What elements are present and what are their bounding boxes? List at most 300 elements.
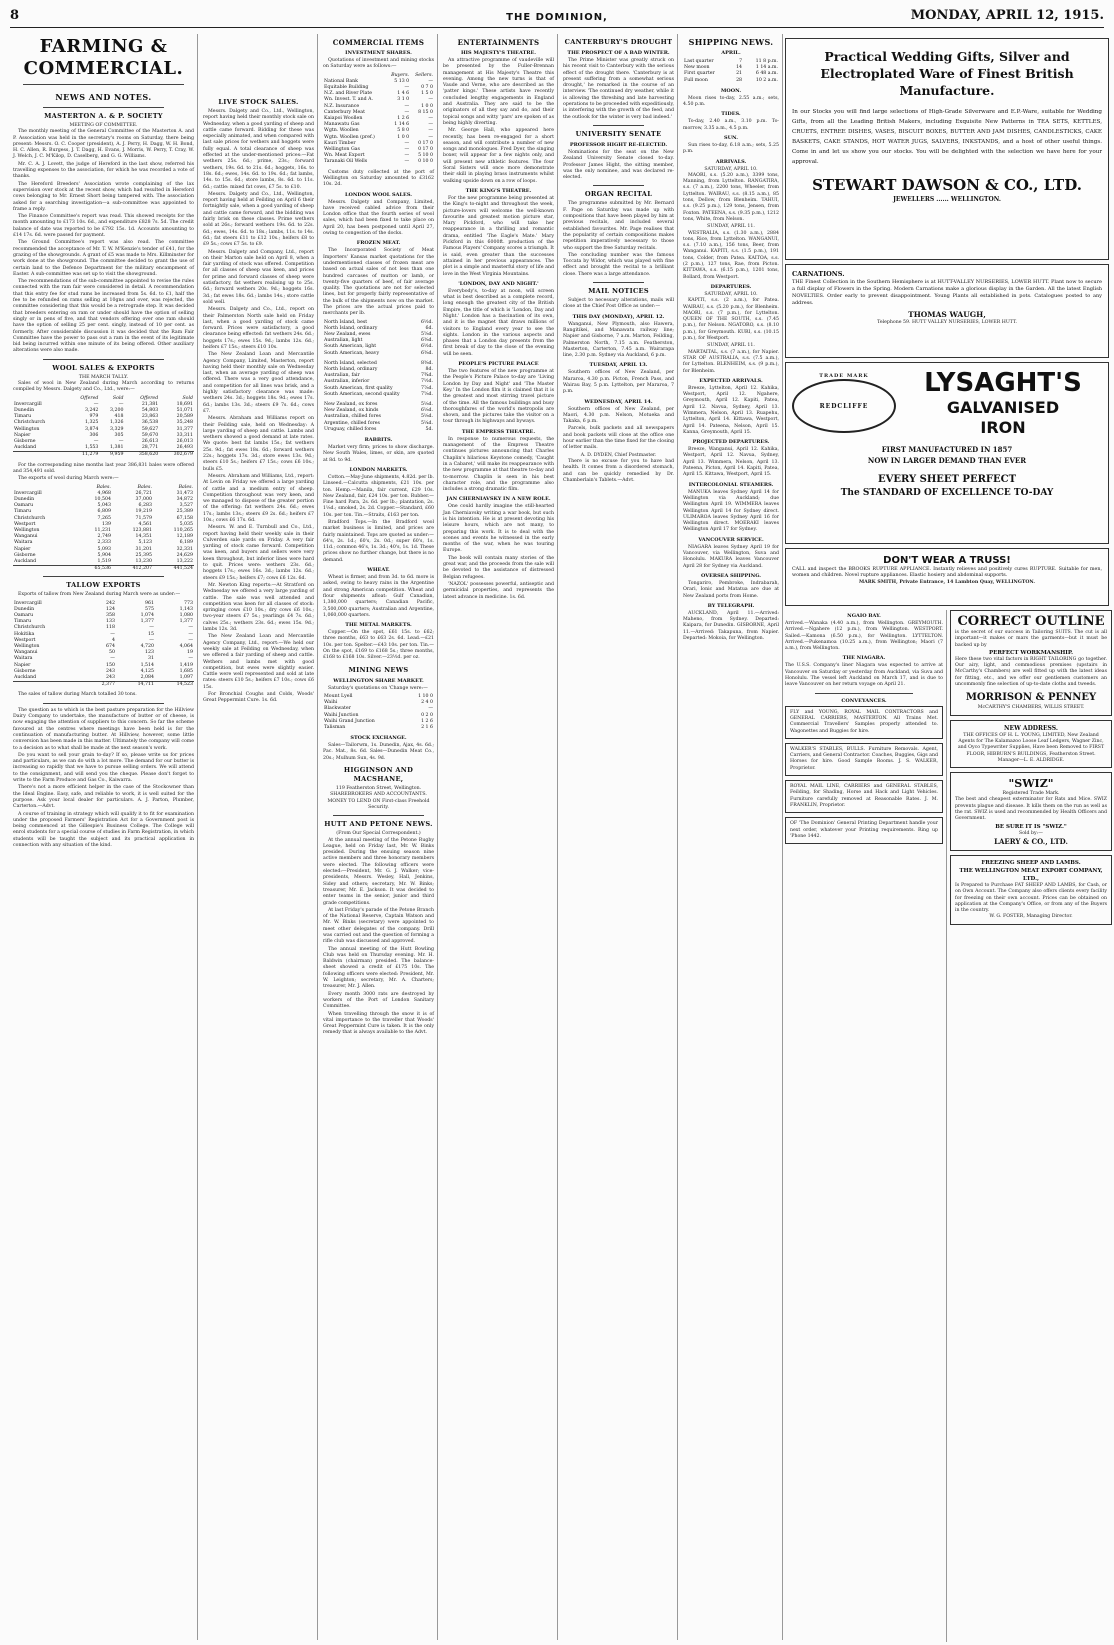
inv-heading: INVESTMENT SHARES.: [345, 50, 412, 56]
table-cell: North Island, selected: [324, 360, 377, 366]
table-cell: Invercargill: [14, 490, 42, 496]
article-paragraph: Messrs. Abraham and Williams report on their Feilding sale, held on Wednesday: A large yarding of sheep and cattle. Lambs and wethers showed a good demand at late rates. We quote: best fat lambs 15s.; fat wethers 25s. 9d.; fat ewes 18s. 6d.; forward wethers 22s.; hoggets 17s. 3d.; store ewes 13s. 9d.; steers £10 5s.; heifers £7 15s.; cows £6 10s.; bulls £5.: [203, 416, 314, 472]
table-row: [323, 725, 434, 731]
table-header: Buyers.: [391, 72, 410, 78]
advert-paragraph: Do you want to sell your grain to-day? If so, please write us for prices and particulars, as we can do with a lot more. The demand for our butter is increasing so rapidly that we have to pursue selling orders. We will attend to the consignment, and will send you the cheque. Please don't forget to write to the Farm Produce and Gas Co., Kaiwarra.: [13, 752, 194, 784]
date-line: SATURDAY, APRIL 10.: [704, 291, 758, 297]
table-cell: 5,043: [97, 503, 111, 509]
table-cell: 3,200: [110, 407, 124, 413]
empress-heading: THE EMPRESS THEATRE.: [461, 428, 536, 435]
tides-head: TIDES.: [721, 111, 741, 118]
society-heading: MASTERTON A. & P. SOCIETY: [44, 112, 163, 120]
peoples-heading: PEOPLE'S PICTURE PALACE: [458, 361, 539, 368]
table-cell: 7⅞d.: [420, 385, 433, 391]
table-cell: 11,231: [94, 527, 111, 533]
column-news: [560, 34, 678, 1640]
article-paragraph: The New Zealand Loan and Mercantile Agency Company, Limited, Masterton, report having held their monthly sale on Wednesday last, when an average yarding of sheep was offered. There was a very good attendance, and competition for all lines was brisk, and a highly satisfactory clearance was made: wethers 24s. 3d.; hoggets 18s. 9d.; ewes 17s. 6d.; lambs 13s. 3d.; steers £9 7s. 6d.; cows £7.: [203, 352, 314, 414]
table-cell: 6,809: [97, 509, 111, 515]
sun-head: SUN.: [724, 135, 738, 141]
table-cell: 2,084: [140, 675, 154, 681]
table-cell: North Island, ordinary: [324, 367, 378, 372]
table-cell: Auckland: [14, 445, 37, 451]
table-cell: 139: [101, 521, 111, 527]
article-paragraph: MANUKA leaves Sydney April 14 for Wellington via Auckland; due Wellington April 19. WIMMERA leaves Wellington April 14 for Sydney direct. ULIMAROA leaves Sydney April 16 for Wellington direct. MOERAKI leaves Wellington April 17 for Sydney.: [683, 489, 779, 533]
article-paragraph: Messrs. Dalgety and Co., Ltd., Wellington, report having held at Feilding on April 6 their fortnightly sale, when a good yarding of sheep and cattle came forward, and the bidding was fairly brisk on these classes. Prime wethers sold at 26s.; forward wethers 19s. 6d. to 22s. 6d.; ewes, 14s. 6d. to 18s.; lambs, 11s. to 14s. 6d.; fat steers £11 to £12 10s.; heifers £8 to £9 5s.; cows £7 5s. to £9.: [203, 191, 314, 248]
table-cell: 50: [109, 650, 115, 656]
table-cell: 1 14 6: [394, 122, 410, 128]
table-cell: 10 2 a.m.: [755, 77, 778, 83]
table-cell: 1 2 6: [421, 718, 433, 724]
table-cell: —: [118, 401, 124, 407]
table-cell: South American, heavy: [324, 350, 380, 356]
table-cell: 4,720: [140, 644, 154, 650]
table-cell: South American, light: [324, 344, 377, 350]
drought-sub: THE PROSPECT OF A BAD WINTER.: [567, 50, 670, 56]
table-cell: 1,080: [179, 613, 193, 619]
article-paragraph: Sun rises to-day, 6.18 a.m.; sets, 5.25 p.m.: [683, 143, 779, 155]
entertainments-heading: ENTERTAINMENTS: [457, 38, 540, 47]
table-header: Sold: [112, 395, 124, 401]
table-cell: 13,222: [176, 558, 193, 564]
freezing-head: FREEZING SHEEP AND LAMBS.: [981, 859, 1081, 866]
table-cell: 1,143: [179, 606, 193, 612]
table-cell: Dunedin: [14, 407, 35, 413]
article-paragraph: Every month 3000 rats are destroyed by workers of the Port of London Sanitary Committee.: [323, 991, 434, 1010]
article-paragraph: Mr. C. A. J. Lovett, the judge of Hereford in the last show, referred his travelling expenses to the association, for which he was recorded a vote of thanks.: [13, 161, 194, 180]
newaddr-title: NEW ADDRESS.: [1004, 724, 1058, 732]
wool-export-table: [13, 485, 194, 573]
table-cell: South American, first quality: [324, 385, 393, 391]
article-paragraph: Wheat is firmer, and from 3d. to 6d. more is asked, owing to heavy rains in the Argentine and strong American competition. Wheat and flour shipments afloat: Gulf Canadian, 1,380,000 quarters; Canadian Pacific, 3,500,000 quarters; Australian and Argentine, 1,060,000 quarters.: [323, 575, 434, 618]
waugh-sub: Telephone 59. HUTT VALLEY NURSERIES, LOWER HUTT.: [877, 320, 1017, 325]
lysaght-iron: IRON: [980, 418, 1026, 437]
lysaght-seal-icon: [792, 379, 896, 433]
table-cell: —: [404, 159, 410, 165]
conveyances-body: FLY and YOUNG, ROYAL MAIL CONTRACTORS and GENERAL CARRIERS, MASTERTON. All Trains Met. Commercial Travellers' Samples properly attended to. Wagonettes and Buggies for hire.: [790, 709, 938, 734]
table-cell: 0 2 0: [421, 712, 433, 718]
shipnotes-body: Arrived.—Wanaka (4.40 a.m.), from Wellington. GREYMOUTH. Arrived.—Ngahere (12 p.m.), from Wellington. WESTPORT. Sailed.—Kamona (6.50 p.m.), for Wellington. LYTTELTON. Arrived.—Pukenamoa (10.25 a.m.), from Wellington; Maori (7 a.m.), from Wellington.: [785, 621, 943, 652]
article-paragraph: For the new programme being presented at the King's to-night and throughout the week, picture-lovers will welcome the well-known favourite and greatest motion picture star, Mary Pickford, who will take her reappearance in a thrilling and romantic drama, entitled 'The Eagle's Mate.' Mary Pickford in this 6000ft. production of the Famous Players' Company scores a triumph. It is said, even greater than the successes attained in her previous appearances. The plot is a simple and masterful story of life and love in the West Virginia Mountains.: [443, 195, 554, 277]
conveyances-body2: WALKER'S STABLES, BULLS. Furniture Removals. Agent, Carriers, and General Contractor. Coaches, Buggies, Gigs and Horses for hire. Good Sample Rooms. J. S. WALKER, Proprietor.: [790, 746, 938, 771]
column-entertainments: [440, 34, 558, 1640]
hutt-sub: (From Our Special Correspondent.): [336, 831, 421, 837]
table-cell: Dunedin: [14, 606, 35, 612]
article-paragraph: Messrs. Dalgety and Co., Ltd., Wellington, report having held their monthly stock sale on Wednesday, when a good yarding of sheep and cattle came forward. Bidding for these was especially animated, and when compared with last sale prices for wethers and hoggets were fully equal. A total clearance of sheep was effected at the under-mentioned prices:—Fat wethers 25s. 6d.; prime, 23s.; forward wethers, 19s. 6d. to 21s. 6d.; hoggets, 16s. to 18s. 6d.; ewes, 14s. 6d. to 19s. 6d.; fat lambs, 14s. to 15s. 6d.; store lambs, 8s. 6d. to 11s. 6d.; cattle: mixed fat cows, £7 5s. to £10.: [203, 109, 314, 190]
hmt-heading: HIS MAJESTY'S THEATRE.: [460, 50, 537, 56]
table-cell: —: [428, 122, 433, 128]
table-cell: 123,881: [132, 527, 152, 533]
table-cell: —: [404, 103, 410, 109]
table-cell: —: [188, 656, 193, 662]
table-cell: 5 10 0: [418, 153, 433, 159]
table-row: [323, 351, 434, 357]
rabbits-heading: RABBITS.: [364, 437, 393, 444]
hm-details: 119 Featherston Street, Wellington. SHAREBROKERS AND ACCOUNTANTS. MONEY TO LEND ON First-class Freehold Security.: [327, 786, 430, 810]
mail-date: WEDNESDAY, APRIL 14.: [584, 398, 653, 405]
table-cell: 1,514: [140, 662, 154, 668]
wool-sub: THE MARCH TALLY.: [78, 374, 129, 380]
projected-head: PROJECTED DEPARTURES.: [692, 439, 770, 446]
expected-head: EXPECTED ARRIVALS.: [699, 377, 763, 384]
table-cell: 5,123: [138, 540, 152, 546]
table-cell: 3,874: [84, 426, 99, 432]
table-cell: 14,523: [155, 682, 194, 689]
table-cell: 19: [187, 650, 193, 656]
table-total-row: [13, 452, 194, 459]
table-cell: 302,679: [159, 452, 194, 459]
wool-sales-table: [13, 396, 194, 459]
table-cell: New Zealand, ox hinds: [324, 408, 379, 414]
table-cell: North Island, best: [324, 319, 368, 325]
column-farming: [10, 34, 198, 1640]
conveyances-head: CONVEYANCES.: [841, 697, 887, 704]
table-cell: 0 17 0: [418, 147, 433, 153]
table-cell: 13,230: [135, 558, 152, 564]
tallow-table: [13, 601, 194, 689]
article-paragraph: Copper.—On the spot, £61 15s. to £62; three months, £63 to £63 2s. 6d. Lead.—£21 10s. per ton. Spelter.—£43 10s. per ton. Tin.—On the spot, £169 to £168 5s.; three months, £168 to £168 10s. Silver.—23½d. per oz.: [323, 630, 434, 661]
article-paragraph: The question as to which is the best pasture preparation for the Hillview Dairy Company to undertake, the manufacture of butter or of cheese, is now engaging the attention of suppliers to this concern. So far the scheme favoured at the centres where meetings have been held is for the continuation of manufacturing butter. At Hillview, however, some little conversion has been made in this matter. Ultimately the company will come to a decision as to what shall be made at the next season's work.: [13, 707, 194, 751]
lysaght-title: LYSAGHT'S: [924, 368, 1082, 398]
table-cell: Wellington: [14, 644, 40, 650]
table-cell: 4,125: [140, 668, 154, 674]
table-cell: 8d.: [425, 367, 433, 372]
table-cell: Invercargill: [14, 401, 42, 407]
table-cell: Uruguay, chilled fores: [324, 426, 377, 432]
article-paragraph: To-day, 2.40 a.m., 3.10 p.m. To-morrow, 3.35 a.m., 4.5 p.m.: [683, 119, 779, 131]
article-paragraph: Mr. Newton King reports:—At Stratford on Wednesday we offered a very large yarding of cattle. The sale was well attended and competition was keen for all classes of stock: springing cows £10 10s.; dry cows £6 10s.; two-year steers £7 5s.; yearlings £4 7s. 6d.; calves 25s.; wethers 23s. 6d.; ewes 15s. 9d.; lambs 12s. 3d.: [203, 582, 314, 633]
advert-truss: [785, 548, 1109, 606]
article-paragraph: At last Friday's parade of the Petone Branch of the National Reserve, Captain Watson and Mr. W. Binks (secretary) were appointed to meet other delegates of the company. Drill was carried out and the question of forming a rifle club was discussed and approved.: [323, 907, 434, 945]
table-cell: New Zealand, ox fores: [324, 402, 378, 408]
seal-text: REDCLIFFE: [819, 402, 869, 410]
wedding-body: In our Stocks you will find large selections of High-Grade Silverware and E.P.-Ware, suitable for Wedding Gifts, from all the Leading British Makers, including Exquisite New Patterns in TEA SETS, KETTLES, CRUETS, ENTREE DISHES, VASES, BISCUIT BOXES, BUTTER AND JAM DISHES, CANDLESTICKS, CAKE BASKETS, CAKE STANDS, HOT WATER JUGS, SALVERS, INKSTANDS, and a host of other useful things. Come in and let us show you our stocks. You will be delighted with the selection we have here for your approval.: [792, 109, 1102, 165]
live-heading: LIVE STOCK SALES.: [218, 98, 299, 106]
table-cell: Equitable Building: [324, 85, 369, 90]
table-cell: 4,561: [138, 521, 152, 527]
article-paragraph: KAPITI, s.s. (2 a.m.), for Patea. WAIRAU, s.s. (5.20 p.m.), for Blenheim. MAORI, s.s. (7 p.m.), for Lyttelton. QUEEN OF THE SOUTH, s.s. (7.45 p.m.), for Nelson. NGATORO, s.s. (8.10 p.m.), for Greymouth. KURI, s.s. (10.15 p.m.), for Westport.: [683, 298, 779, 342]
table-cell: 9,959: [99, 452, 124, 459]
advert-paragraph: A course of training in strategy which will qualify it to fit for examination under the proposed Farmers' Registration Act for a Government post is being commenced at the Gillespie's Business College. The College will enrol students for a special course of studies in Farm Registration, in which students will be taught the subject and its practical application in connection with any situation of the kind.: [13, 811, 194, 849]
advert-new-address: [950, 720, 1112, 768]
table-cell: 1,325: [84, 420, 99, 426]
table-cell: 31,473: [176, 490, 193, 496]
table-cell: 243: [106, 675, 115, 681]
table-cell: Wellington: [14, 527, 40, 533]
table-cell: Auckland: [14, 558, 37, 564]
table-cell: 5,904: [97, 552, 111, 558]
article-paragraph: Breeze, Wanganui, April 12. Kahika, Westport, April 12. Navua, Sydney, April 13. Wimmera, Nelson, April 13. Pateena, Picton, April 14. Kapiti, Patea, April 15. Kittawa, Westport, April 15.: [683, 447, 779, 478]
table-cell: 1 10 0: [418, 693, 433, 699]
table-cell: [13, 566, 77, 573]
table-cell: 14,711: [116, 682, 155, 689]
table-cell: 51,071: [176, 407, 193, 413]
table-cell: 150: [106, 662, 115, 668]
table-cell: Napier: [14, 432, 31, 438]
table-cell: Canterbury Meat: [324, 109, 365, 115]
table-cell: 305: [114, 432, 124, 438]
table-cell: —: [404, 153, 410, 159]
table-cell: 1,553: [84, 445, 99, 451]
table-cell: Wn. Invest. T. and A.: [324, 97, 373, 103]
overseas-head: OVERSEA SHIPPING.: [700, 572, 762, 579]
table-header: Bales.: [96, 484, 111, 490]
kings-heading: THE KING'S THEATRE.: [465, 187, 532, 194]
shipnotes-head: NGAIO BAY.: [847, 613, 881, 619]
table-header: Offered: [80, 395, 99, 401]
table-cell: South American, second quality: [324, 391, 400, 397]
table-cell: 1,377: [140, 619, 154, 625]
advert-paragraph: 'NAZOL' possesses powerful, antiseptic and germicidal properties, and represents the latest advance in medicine. 1s. 6d.: [443, 581, 554, 600]
table-cell: 59,670: [141, 432, 159, 438]
table-cell: 10,504: [94, 496, 111, 502]
table-cell: Timaru: [14, 414, 32, 420]
table-cell: 6⅜d.: [420, 338, 433, 344]
table-cell: Timaru: [14, 509, 32, 515]
table-cell: 2 1 6: [421, 724, 433, 730]
column-shipping: [680, 34, 783, 1640]
table-cell: 979: [89, 414, 99, 420]
column-livestock: [200, 34, 318, 1640]
table-cell: Oamaru: [14, 613, 34, 619]
table-cell: Argentine, chilled fores: [324, 420, 380, 426]
mining-table: [323, 694, 434, 731]
table-cell: —: [149, 637, 154, 643]
intercolonial-head: INTERCOLONIAL STEAMERS.: [688, 481, 774, 488]
table-cell: 8⅜d.: [420, 360, 433, 366]
table-cell: 24,629: [176, 552, 193, 558]
article-paragraph: For the corresponding nine months last year 386,831 bales were offered and 354,491 sold.: [13, 462, 194, 474]
swiz-sold: Sold by:—: [1019, 830, 1043, 836]
swiz-be: BE SURE IT IS "SWIZ.": [995, 823, 1067, 830]
morrison-addr: McCARTHY'S CHAMBERS, WILLIS STREET.: [977, 705, 1085, 711]
table-cell: 3,242: [84, 407, 99, 413]
meat-export-title: THE WELLINGTON MEAT EXPORT COMPANY, LTD.,: [959, 867, 1103, 882]
niagara-body: The U.S.S. Company's liner Niagara was expected to arrive at Vancouver on Saturday or yesterday from Auckland, via Suva and Honolulu. The vessel left Auckland on March 17, and is due to leave Vancouver on her return voyage on April 21.: [785, 663, 943, 688]
table-cell: 31,377: [176, 426, 193, 432]
table-cell: 5⅛d.: [420, 402, 433, 408]
swiz-body: The best and cheapest exterminator for Rats and Mice. SWIZ prevents plague and disease. It kills them on the run as well as the rat. SWIZ is used and recommended by Health Officers and Government.: [955, 797, 1107, 822]
table-cell: 21: [736, 71, 743, 77]
date-line: SATURDAY, APRIL 10.: [704, 166, 758, 172]
investment-table: [323, 73, 434, 166]
table-cell: 6⅜d.: [420, 350, 433, 356]
table-cell: 961: [145, 600, 154, 606]
correct-body: is the secret of our success in Tailoring SUITS. The cut is all important—it makes or mars the garments—but it must be backed up by: [955, 630, 1107, 648]
table-cell: Wanganui: [14, 650, 38, 656]
table-cell: —: [428, 116, 433, 122]
table-total-row: [13, 682, 194, 689]
table-cell: Hokitika: [14, 631, 35, 637]
table-cell: 25,395: [135, 552, 152, 558]
table-row: [13, 559, 194, 566]
meat-export-sign: W. G. FOSTER, Managing Director.: [989, 914, 1073, 920]
table-cell: 1,519: [97, 558, 111, 564]
advert-paragraph: There's not a more efficient helper in the case of the Stockowner than the Ideal Engine. Easy, safe, and reliable to work, it is well suited for the purpose. Ask your local dealer for particulars. A. J. Parton, Plumber, Carterton.—Advt.: [13, 785, 194, 810]
table-cell: 20,589: [176, 414, 193, 420]
table-cell: 6,283: [138, 503, 152, 509]
table-cell: Wellington Gas: [324, 147, 360, 153]
table-cell: Invercargill: [14, 600, 42, 606]
hutt-heading: HUTT AND PETONE NEWS.: [324, 820, 433, 829]
table-cell: —: [404, 109, 410, 115]
table-cell: Australian, fair: [324, 373, 360, 379]
advert-correct-outline: [950, 610, 1112, 716]
table-cell: Gisborne: [14, 552, 36, 558]
table-cell: 34,872: [176, 496, 193, 502]
table-header: Bales.: [137, 484, 152, 490]
article-paragraph: The New Zealand Loan and Mercantile Agency Company, Ltd., report:—We held our weekly sale at Feilding on Wednesday, when we offered a fair yarding of sheep and cattle. Wethers and lambs met with good competition, but ewes were slightly easier. Cattle were well represented and sold at late rates: steers £10 5s.; heifers £7 10s.; cows £6 15s.: [203, 634, 314, 690]
article-paragraph: MAORI, s.s. (5.20 a.m.), 3399 tons, Manning, from Lyttelton. RANGATIRA, s.s. (7 a.m.), 2200 tons, Wheeler, from Lyttelton. WAIRAU, s.s. (8.15 a.m.), 85 tons, Dellow, from Blenheim. TAHUI, s.s. (9.25 p.m.), 129 tons, Jensen, from Foxton. PATEENA, s.s. (9.35 p.m.), 1212 tons, White, from Nelson.: [683, 172, 779, 222]
table-cell: 26,013: [176, 439, 193, 444]
markets-heading: LONDON MARKETS.: [349, 466, 408, 473]
article-paragraph: Messrs. Dalgety and Company, Ltd., report on their Marton sale held on April 8, when a fair yarding of stock was offered. Competition for all classes of sheep was keen, and prices for prime and forward classes of sheep were satisfactory, fat wethers realising up to 25s. 6d.; forward wethers 20s. 9d.; hoggets 16s. 3d.; fat ewes 18s. 6d.; lambs 14s.; store cattle sold well.: [203, 249, 314, 305]
table-cell: Waitara: [14, 656, 33, 662]
table-cell: Christchurch: [14, 420, 46, 426]
advert-dominion-printing: [785, 817, 943, 844]
table-cell: 4,968: [97, 490, 111, 496]
table-cell: —: [188, 631, 193, 637]
table-cell: 2,749: [97, 534, 111, 540]
table-cell: 54,803: [141, 407, 159, 413]
london-heading: LONDON WOOL SALES.: [344, 191, 413, 198]
table-cell: —: [188, 625, 193, 631]
article-paragraph: Exports of tallow from New Zealand during March were as under:—: [18, 592, 181, 598]
lamb-table: [323, 361, 434, 398]
conveyances-body3: ROYAL MAIL LINE, CARRIERS and GENERAL STABLES, Feilding, for Shading, Horse and Hack and Light Vehicles. Furniture carefully removed at Reasonable Rates. J. M. FRANKLIN, Proprietor.: [790, 784, 938, 808]
table-cell: 1,074: [140, 613, 154, 619]
table-cell: —: [110, 631, 115, 637]
table-row: [323, 427, 434, 433]
table-cell: —: [428, 706, 433, 712]
signature: A. D. DYDEN, Chief Postmaster.: [580, 452, 657, 458]
truss-title: DON'T WEAR A TRUSS!: [883, 555, 1011, 566]
newaddr-sign: Manager—L. E. ALDRIDGE.: [997, 757, 1065, 763]
univ-heading: UNIVERSITY SENATE: [575, 129, 662, 138]
arrivals-head: ARRIVALS.: [715, 158, 747, 165]
table-cell: 31: [148, 656, 154, 662]
advert-carnations: [785, 264, 1109, 358]
table-cell: Christchurch: [14, 515, 46, 521]
truss-name: MARK SMITH, Private Entrance, 14 Lambton Quay, WELLINGTON.: [858, 579, 1036, 585]
table-cell: —: [188, 637, 193, 643]
table-cell: 6 48 a.m.: [755, 71, 778, 77]
table-cell: 2 4 0: [421, 700, 433, 706]
table-cell: Full moon: [684, 77, 708, 83]
table-cell: 1 4 6: [397, 91, 410, 97]
table-cell: 1,097: [179, 675, 193, 681]
wool-heading: WOOL SALES & EXPORTS: [52, 363, 155, 372]
meat-table: [323, 320, 434, 357]
table-cell: Waihi: [324, 700, 338, 706]
lysaght-sub: GALVANISED: [946, 398, 1060, 417]
meat-export-body: Is Prepared to Purchase FAT SHEEP AND LAMBS, for Cash, or on Own Account. The Company also offers clients every facility for freezing on their own account. Prices can be obtained on application at the Company's Office, or from any of the Buyers in the country.: [955, 882, 1107, 914]
page-number: 8: [10, 8, 20, 23]
table-cell: 1,685: [179, 668, 193, 674]
carnations-body: THE Finest Collection in the Southern Hemisphere is at HUTT-VALLEY NURSERIES, LOWER HUTT. Plant now to secure a full display of Flowers in the Spring. Modern Carnations make a glorious display in the Garden. All the latest English NOVELTIES. Order early to prevent disappointment. Young Plants all established in pots. Catalogues posted to any address.: [792, 279, 1102, 306]
article-paragraph: The two features of the new programme at the People's Picture Palace to-day are 'Living London by Day and Night' and 'The Master Key.' In the London film it is claimed that it is the greatest and most stirring travel picture of the time. All the famous buildings and busy thoroughfares of the world's metropolis are shown, and the pictures take the visitor on a tour through its highways and byways.: [443, 369, 554, 425]
table-cell: Waihi Junction: [324, 712, 359, 718]
table-cell: [13, 682, 83, 689]
advert-lysaght: [785, 362, 1109, 544]
table-cell: 26,721: [135, 490, 152, 496]
table-cell: 5 8 0: [397, 128, 410, 134]
article-paragraph: MARTAITAL, s.s. (7 a.m.), for Napier. STAR OF AUSTRALIA, s.s. (7.5 a.m.), for Lyttelton. BLENHEIM, s.s. (9 p.m.), for Blenheim.: [683, 349, 779, 374]
table-cell: 1,381: [110, 445, 124, 451]
table-cell: 25,389: [176, 509, 193, 515]
table-cell: 0 10 0: [418, 159, 433, 165]
table-cell: —: [118, 439, 124, 444]
article-paragraph: An attractive programme of vaudeville will be presented by the Fuller-Brennan management at His Majesty's Theatre this evening. Among the new turns is that of Vaude and Verne, who are described as the 'patter kings.' These artists have recently concluded lengthy engagements in England and Australia. They are said to be the originators of all they say and do, and their topical songs and witty 'pars' are spoken of as being highly diverting.: [443, 58, 554, 126]
mail-date: TUESDAY, APRIL 13.: [589, 362, 648, 369]
table-header: Offered: [140, 395, 159, 401]
table-cell: 6d.: [425, 325, 433, 331]
table-cell: Kauri Timber: [324, 140, 356, 146]
table-header: Bales.: [178, 484, 193, 490]
table-cell: —: [404, 140, 410, 146]
article-paragraph: Cotton.—May-June shipments, 4.82d. per lb. Linseed.—Calcutta shipments, £21 10s. per ton. Hemp.—Manila, fair current, £29 10s. New Zealand, fair, £24 10s. per ton. Rubber.—Fine hard Para, 2s. 6d. per lb.; plantation, 2s. 1⅛d.; smoked, 2s. 2d. Copper.—Standard, £60 10s. per ton. Tin.—Straits, £163 per ton.: [323, 474, 434, 518]
table-cell: 4: [112, 637, 115, 643]
table-row: [13, 675, 194, 682]
tallow-heading: TALLOW EXPORTS: [66, 581, 141, 590]
article-paragraph: The concluding number was the famous Toccata by Widor, which was played with fine effect and brought the recital to a brilliant close. There was a large attendance.: [563, 252, 674, 277]
article-paragraph: Everybody's, to-day at noon, will screen what is best described as a complete record, long enough the greatest city of the British Empire, the title of which is 'London, Day and Night.' London has a fascination of its own, and it is the magnet that draws millions of visitors to England every year to see the sights. London in the various aspects and phases that a London day presents from the first break of day to the close of the evening will be seen.: [443, 288, 554, 357]
waugh-name: THOMAS WAUGH,: [908, 310, 986, 319]
newaddr-body: THE OFFICES OF H. L. YOUNG, LIMITED, New Zealand Agents for The Kalamazoo Loose Leaf Ledgers, Wagner Zinc, and Oyco Typewriter Supplies, Have been Removed to FIRST FLOOR, HIBBURN'S BUILDINGS, Featherston Street.: [957, 732, 1105, 757]
table-cell: 6½d.: [420, 319, 433, 325]
table-cell: —: [428, 128, 433, 134]
metal-heading: THE METAL MARKETS.: [345, 622, 412, 629]
article-paragraph: Parcels, bulk packets and all newspapers and book packets will close at the office one hour earlier than the time fixed for the closing of letter mails.: [563, 426, 674, 451]
table-cell: Timaru: [14, 619, 32, 625]
article-paragraph: The Finance Committee's report was read. This showed receipts for the month amounting to £173 10s. 6d., and expenditure £828 7s. 5d. The credit balance of date was reported to be £792 15s. 1d. Accounts amounting to £14 17s. 6d. were passed for payment.: [13, 214, 194, 239]
article-paragraph: In response to numerous requests, the management of the Empress Theatre continues pictures announcing that Charles Chaplin's hilarious Keystone comedy, 'Caught in a Cabaret,' will make its reappearance with the new programme at that theatre to-day and to-morrow. Chaplin is seen in his best character role, and the programme also includes a strong dramatic film.: [443, 436, 554, 493]
table-cell: 7½d.: [420, 379, 433, 385]
mining-heading: MINING NEWS: [348, 665, 409, 674]
article-paragraph: Southern offices of New Zealand, per Maori, 4.30 p.m. Nelson, Motueka and Takaka, 6 p.m.: [563, 406, 674, 425]
carnations-title: CARNATIONS.: [792, 270, 845, 278]
mail-date: THIS DAY (MONDAY), APRIL 12.: [572, 313, 665, 320]
table-cell: Napier: [14, 546, 31, 552]
correct-body2: Here these two vital factors in RIGHT TAILORING go together. Our airy, light, and commodious premises (upstairs in McCarthy's Chambers) are well fitted up with the latest ideas for fitting, etc., and we offer our gentlemen customers an uncommonly fine selection of up-to-date cloths and tweeds.: [955, 656, 1107, 688]
table-cell: Wgtn. Woollen: [324, 128, 359, 134]
table-cell: 358: [106, 613, 115, 619]
table-cell: 5d.: [425, 426, 433, 432]
mining-sub: WELLINGTON SHARE MARKET.: [333, 677, 424, 684]
table-cell: 3,329: [110, 426, 124, 432]
society-sub: MEETING OF COMMITTEE.: [69, 123, 138, 128]
table-cell: Wn. Meat Export: [324, 153, 365, 159]
table-cell: Mount Lyell: [324, 693, 353, 699]
issue-date: MONDAY, APRIL 12, 1915.: [910, 8, 1104, 23]
table-cell: 7,265: [97, 515, 111, 521]
table-cell: New Zealand, ewes: [324, 331, 371, 337]
table-cell: 5 13 0: [394, 78, 410, 84]
table-cell: 441,524: [153, 566, 194, 573]
table-cell: 35,248: [176, 420, 193, 426]
table-cell: 5⅛d.: [420, 414, 433, 420]
table-cell: Waitara: [14, 540, 33, 546]
article-paragraph: AUCKLAND, April 11.—Arrived: Maheno, from Sydney. Departed: Kaipara, for Dunedin. GISBORNE, April 11.—Arrived: Takapuna, from Napier. Departed: Mokoia, for Wellington.: [683, 610, 779, 641]
table-cell: 8 15 0: [418, 109, 433, 115]
laery-name: LAERY & CO., LTD.: [994, 836, 1068, 846]
advert-walker-stables: [785, 743, 943, 776]
table-cell: 6½d.: [420, 344, 433, 350]
table-cell: Gisborne: [14, 439, 36, 444]
table-cell: North Island, ordinary: [324, 325, 378, 331]
table-cell: 19,219: [135, 509, 152, 515]
table-cell: Wanganui: [14, 534, 38, 540]
table-cell: Gisborne: [14, 668, 36, 674]
